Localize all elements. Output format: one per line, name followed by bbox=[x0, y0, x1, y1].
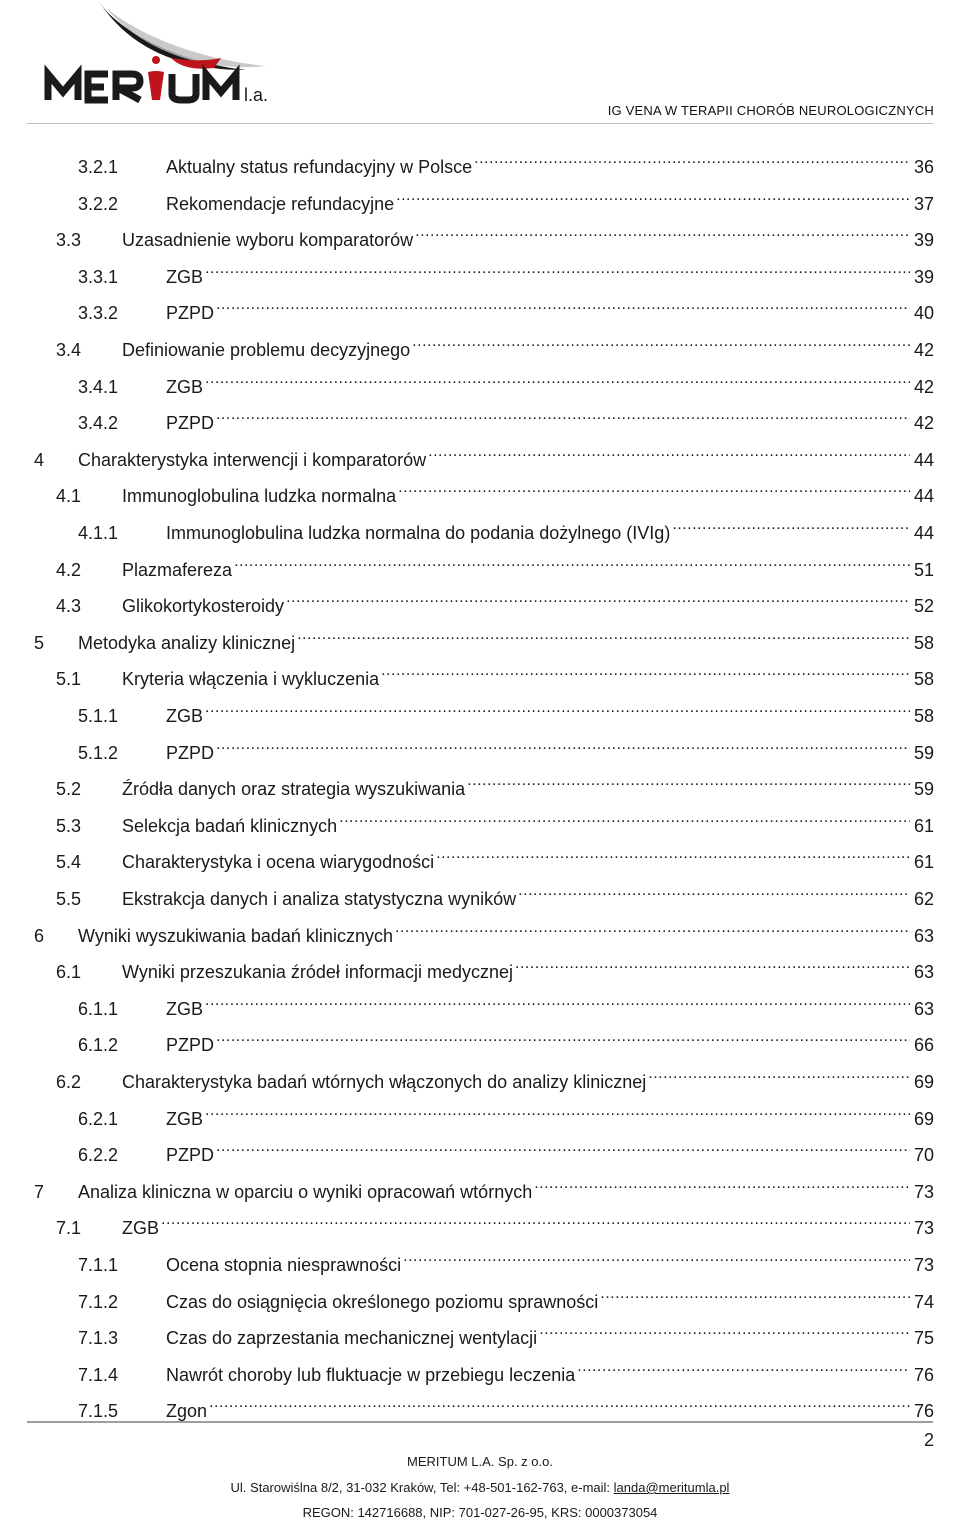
toc-entry-number: 6.2 bbox=[56, 1072, 82, 1092]
toc-dot-leader bbox=[474, 143, 910, 173]
toc-entry[interactable] bbox=[56, 802, 934, 836]
toc-entry-title: Glikokortykosteroidy bbox=[122, 596, 285, 617]
toc-entry[interactable] bbox=[78, 509, 934, 543]
toc-entry-title: Ocena stopnia niesprawności bbox=[166, 1255, 402, 1275]
toc-entry-number: 5.1.1 bbox=[78, 706, 119, 726]
page-number: 2 bbox=[923, 1430, 934, 1450]
toc-entry-page: 63 bbox=[913, 925, 934, 946]
toc-entry-title: ZGB bbox=[166, 1108, 204, 1129]
toc-entry-page: 59 bbox=[913, 742, 934, 763]
toc-entry-title: Analiza kliniczna w oparciu o wyniki opracowań wtórnych bbox=[78, 1181, 533, 1202]
toc-entry-title: ZGB bbox=[122, 1218, 160, 1239]
toc-dot-leader bbox=[515, 948, 910, 978]
toc-entry-title: Wyniki przeszukania źródeł informacji medycznej bbox=[122, 962, 513, 983]
toc-entry-page: 58 bbox=[913, 669, 934, 690]
toc-entry-page: 66 bbox=[913, 1035, 934, 1056]
toc-entry-number: 7.1.5 bbox=[78, 1401, 119, 1422]
toc-entry-number: 5.4 bbox=[56, 852, 82, 873]
toc-entry[interactable] bbox=[78, 180, 934, 214]
toc-entry-page: 75 bbox=[913, 1328, 934, 1349]
toc-entry-title: Ekstrakcja danych i analiza statystyczna wyników bbox=[122, 889, 517, 909]
toc-entry-title: ZGB bbox=[166, 376, 204, 397]
toc-dot-leader bbox=[216, 1131, 910, 1161]
toc-dot-leader bbox=[205, 253, 910, 283]
toc-dot-leader bbox=[216, 289, 910, 319]
svg-text:l.a.: l.a. bbox=[244, 85, 269, 105]
toc-entry-page: 39 bbox=[913, 266, 934, 287]
toc-entry[interactable] bbox=[56, 326, 934, 360]
toc-entry-page: 73 bbox=[913, 1255, 934, 1275]
toc-entry-number: 3.3.1 bbox=[78, 266, 119, 287]
toc-entry[interactable] bbox=[56, 838, 934, 873]
toc-entry-title: Wyniki wyszukiwania badań klinicznych bbox=[78, 925, 393, 946]
toc-entry-number: 3.2.1 bbox=[78, 157, 119, 177]
toc-entry-title: Definiowanie problemu decyzyjnego bbox=[122, 340, 411, 360]
toc-entry-title: Metodyka analizy klinicznej bbox=[78, 632, 296, 653]
header-divider bbox=[27, 123, 933, 124]
toc-entry-title: Plazmafereza bbox=[122, 559, 233, 580]
toc-entry-number: 7.1.2 bbox=[78, 1291, 119, 1312]
toc-entry-number: 4.1 bbox=[56, 486, 82, 507]
toc-entry[interactable] bbox=[56, 948, 934, 983]
toc-entry-title: Źródła danych oraz strategia wyszukiwania bbox=[122, 779, 466, 800]
toc-entry-title: ZGB bbox=[166, 266, 204, 287]
toc-entry-number: 5.5 bbox=[56, 889, 82, 909]
document-title: IG VENA W TERAPII CHORÓB NEUROLOGICZNYCH bbox=[607, 103, 934, 118]
toc-dot-leader bbox=[381, 655, 910, 685]
toc-entry-number: 3.3.2 bbox=[78, 303, 119, 324]
toc-entry[interactable] bbox=[78, 1095, 934, 1129]
toc-entry-number: 6.2.1 bbox=[78, 1108, 119, 1129]
toc-dot-leader bbox=[216, 729, 910, 759]
toc-entry-page: 61 bbox=[913, 852, 934, 873]
toc-entry-page: 44 bbox=[913, 523, 934, 543]
toc-entry-title: PZPD bbox=[166, 1035, 215, 1056]
toc-entry-title: Charakterystyka badań wtórnych włączonych do analizy klinicznej bbox=[122, 1072, 647, 1092]
toc-entry-title: Immunoglobulina ludzka normalna do podania dożylnego (IVIg) bbox=[166, 523, 671, 543]
toc-dot-leader bbox=[539, 1314, 910, 1344]
toc-entry-number: 5.1.2 bbox=[78, 742, 119, 763]
toc-entry[interactable] bbox=[56, 582, 934, 617]
toc-entry-page: 39 bbox=[913, 230, 934, 251]
toc-entry[interactable] bbox=[78, 363, 934, 397]
toc-entry-page: 40 bbox=[913, 303, 934, 324]
toc-entry-number: 3.4.1 bbox=[78, 376, 119, 397]
toc-entry-number: 5.1 bbox=[56, 669, 82, 690]
toc-entry[interactable] bbox=[34, 619, 934, 653]
toc-entry-title: PZPD bbox=[166, 413, 215, 434]
toc-entry[interactable] bbox=[78, 143, 934, 177]
toc-entry-number: 4 bbox=[34, 449, 45, 470]
toc-entry-number: 7.1.1 bbox=[78, 1255, 119, 1275]
toc-entry-page: 63 bbox=[913, 998, 934, 1019]
toc-entry-page: 44 bbox=[913, 449, 934, 470]
footer-email-link[interactable]: landa@meritumla.pl bbox=[613, 1480, 730, 1495]
toc-entry[interactable] bbox=[56, 216, 934, 251]
toc-dot-leader bbox=[286, 582, 910, 612]
toc-entry[interactable] bbox=[78, 985, 934, 1019]
footer-company: MERITUM L.A. Sp. z o.o. bbox=[407, 1454, 553, 1469]
toc-entry-number: 4.3 bbox=[56, 596, 82, 617]
toc-entry-title: PZPD bbox=[166, 742, 215, 763]
toc-entry-title: Immunoglobulina ludzka normalna bbox=[122, 486, 397, 507]
footer-address bbox=[0, 1480, 960, 1495]
toc-dot-leader bbox=[672, 509, 910, 539]
toc-entry-page: 58 bbox=[913, 632, 934, 653]
toc-entry[interactable] bbox=[78, 692, 934, 726]
toc-entry-page: 51 bbox=[913, 559, 934, 580]
toc-dot-leader bbox=[403, 1241, 910, 1271]
toc-entry[interactable] bbox=[56, 655, 934, 690]
toc-entry-title: Nawrót choroby lub fluktuacje w przebiegu leczenia bbox=[166, 1364, 576, 1385]
toc-entry[interactable] bbox=[78, 1278, 934, 1312]
toc-entry-title: Zgon bbox=[166, 1401, 208, 1422]
toc-dot-leader bbox=[648, 1058, 910, 1088]
toc-entry[interactable] bbox=[56, 875, 934, 909]
toc-entry-number: 6.1.2 bbox=[78, 1035, 119, 1056]
toc-dot-leader bbox=[216, 1021, 910, 1051]
toc-dot-leader bbox=[216, 399, 910, 429]
toc-dot-leader bbox=[396, 180, 910, 210]
toc-entry[interactable] bbox=[78, 289, 934, 324]
toc-entry[interactable] bbox=[78, 729, 934, 763]
toc-entry-title: Aktualny status refundacyjny w Polsce bbox=[166, 157, 473, 177]
toc-dot-leader bbox=[161, 1204, 910, 1234]
footer-divider bbox=[27, 1421, 933, 1423]
toc-entry-page: 37 bbox=[913, 193, 934, 214]
toc-entry-number: 4.1.1 bbox=[78, 523, 119, 543]
toc-entry-number: 3.3 bbox=[56, 230, 82, 251]
footer-registry: REGON: 142716688, NIP: 701-027-26-95, KRS: 0000373054 bbox=[302, 1505, 658, 1520]
toc-entry-page: 58 bbox=[913, 706, 934, 726]
toc-entry-page: 74 bbox=[913, 1291, 934, 1312]
toc-dot-leader bbox=[534, 1168, 910, 1198]
toc-entry[interactable] bbox=[78, 1387, 934, 1422]
toc-entry-title: Czas do zaprzestania mechanicznej wentylacji bbox=[166, 1328, 538, 1349]
toc-entry-title: Kryteria włączenia i wykluczenia bbox=[122, 669, 380, 690]
toc-entry-title: Charakterystyka interwencji i komparatorów bbox=[78, 449, 427, 470]
toc-entry[interactable] bbox=[78, 1314, 934, 1349]
toc-entry-title: Rekomendacje refundacyjne bbox=[166, 193, 395, 214]
toc-entry-title: PZPD bbox=[166, 1145, 215, 1166]
toc-entry-page: 42 bbox=[913, 376, 934, 397]
toc-entry-number: 5.3 bbox=[56, 815, 82, 836]
toc-entry-page: 69 bbox=[913, 1108, 934, 1129]
toc-dot-leader bbox=[209, 1387, 910, 1417]
toc-entry-number: 6.2.2 bbox=[78, 1145, 119, 1166]
toc-entry-title: Czas do osiągnięcia określonego poziomu sprawności bbox=[166, 1291, 599, 1312]
toc-entry-page: 42 bbox=[913, 413, 934, 434]
toc-entry[interactable] bbox=[56, 472, 934, 507]
toc-entry-page: 59 bbox=[913, 779, 934, 800]
toc-entry-number: 6.1.1 bbox=[78, 998, 119, 1019]
toc-entry[interactable] bbox=[34, 1168, 934, 1202]
meritum-logo bbox=[36, 0, 306, 108]
toc-dot-leader bbox=[428, 436, 910, 466]
toc-entry-number: 3.2.2 bbox=[78, 193, 119, 214]
toc-entry-page: 63 bbox=[913, 962, 934, 983]
toc-entry-page: 76 bbox=[913, 1401, 934, 1422]
footer-address-text: Ul. Starowiślna 8/2, 31-032 Kraków, Tel: +48-501-162-763, e-mail: bbox=[230, 1480, 614, 1495]
toc-entry-page: 73 bbox=[913, 1181, 934, 1202]
toc-dot-leader bbox=[339, 802, 910, 832]
toc-entry-number: 5 bbox=[34, 632, 45, 653]
toc-entry-number: 6 bbox=[34, 925, 45, 946]
toc-dot-leader bbox=[205, 985, 910, 1015]
toc-entry-page: 76 bbox=[913, 1364, 934, 1385]
toc-entry[interactable] bbox=[34, 912, 934, 946]
toc-entry-page: 70 bbox=[913, 1145, 934, 1166]
toc-entry-page: 52 bbox=[913, 596, 934, 617]
toc-dot-leader bbox=[518, 875, 910, 905]
toc-dot-leader bbox=[467, 765, 910, 795]
toc-entry[interactable] bbox=[56, 546, 934, 580]
toc-entry-title: ZGB bbox=[166, 706, 204, 726]
toc-entry[interactable] bbox=[56, 1058, 934, 1092]
toc-entry-title: Charakterystyka i ocena wiarygodności bbox=[122, 852, 435, 873]
toc-dot-leader bbox=[398, 472, 910, 502]
toc-dot-leader bbox=[600, 1278, 910, 1308]
toc-entry-page: 42 bbox=[913, 340, 934, 360]
toc-entry-number: 4.2 bbox=[56, 559, 82, 580]
toc-entry[interactable] bbox=[34, 436, 934, 470]
toc-entry-number: 3.4.2 bbox=[78, 413, 119, 434]
toc-entry-page: 36 bbox=[913, 157, 934, 177]
toc-entry-page: 73 bbox=[913, 1218, 934, 1239]
toc-entry[interactable] bbox=[78, 253, 934, 287]
toc-entry[interactable] bbox=[78, 1021, 934, 1056]
toc-entry-number: 7.1.4 bbox=[78, 1364, 119, 1385]
toc-entry-title: ZGB bbox=[166, 998, 204, 1019]
toc-entry[interactable] bbox=[78, 1351, 934, 1385]
toc-dot-leader bbox=[205, 1095, 910, 1125]
toc-entry[interactable] bbox=[56, 1204, 934, 1239]
toc-entry-title: Uzasadnienie wyboru komparatorów bbox=[122, 230, 414, 251]
toc-entry-number: 7 bbox=[34, 1181, 45, 1202]
toc-dot-leader bbox=[205, 363, 910, 393]
toc-dot-leader bbox=[297, 619, 910, 649]
toc-dot-leader bbox=[205, 692, 910, 722]
toc-entry-page: 44 bbox=[913, 486, 934, 507]
toc-entry[interactable] bbox=[78, 1241, 934, 1275]
toc-entry-page: 61 bbox=[913, 815, 934, 836]
toc-dot-leader bbox=[395, 912, 910, 942]
toc-entry-number: 5.2 bbox=[56, 779, 82, 800]
toc-dot-leader bbox=[412, 326, 910, 356]
toc-dot-leader bbox=[436, 838, 910, 868]
toc-entry-number: 7.1.3 bbox=[78, 1328, 119, 1349]
toc-entry[interactable] bbox=[56, 765, 934, 800]
toc-entry-title: PZPD bbox=[166, 303, 215, 324]
toc-entry[interactable] bbox=[78, 1131, 934, 1166]
toc-entry-page: 69 bbox=[913, 1072, 934, 1092]
toc-dot-leader bbox=[577, 1351, 910, 1381]
toc-entry-title: Selekcja badań klinicznych bbox=[122, 815, 338, 836]
toc-entry-number: 7.1 bbox=[56, 1218, 82, 1239]
toc-entry-page: 62 bbox=[913, 889, 934, 909]
toc-entry[interactable] bbox=[78, 399, 934, 434]
toc-entry-number: 3.4 bbox=[56, 340, 82, 360]
toc-entry-number: 6.1 bbox=[56, 962, 82, 983]
toc-dot-leader bbox=[415, 216, 910, 246]
toc-dot-leader bbox=[234, 546, 910, 576]
